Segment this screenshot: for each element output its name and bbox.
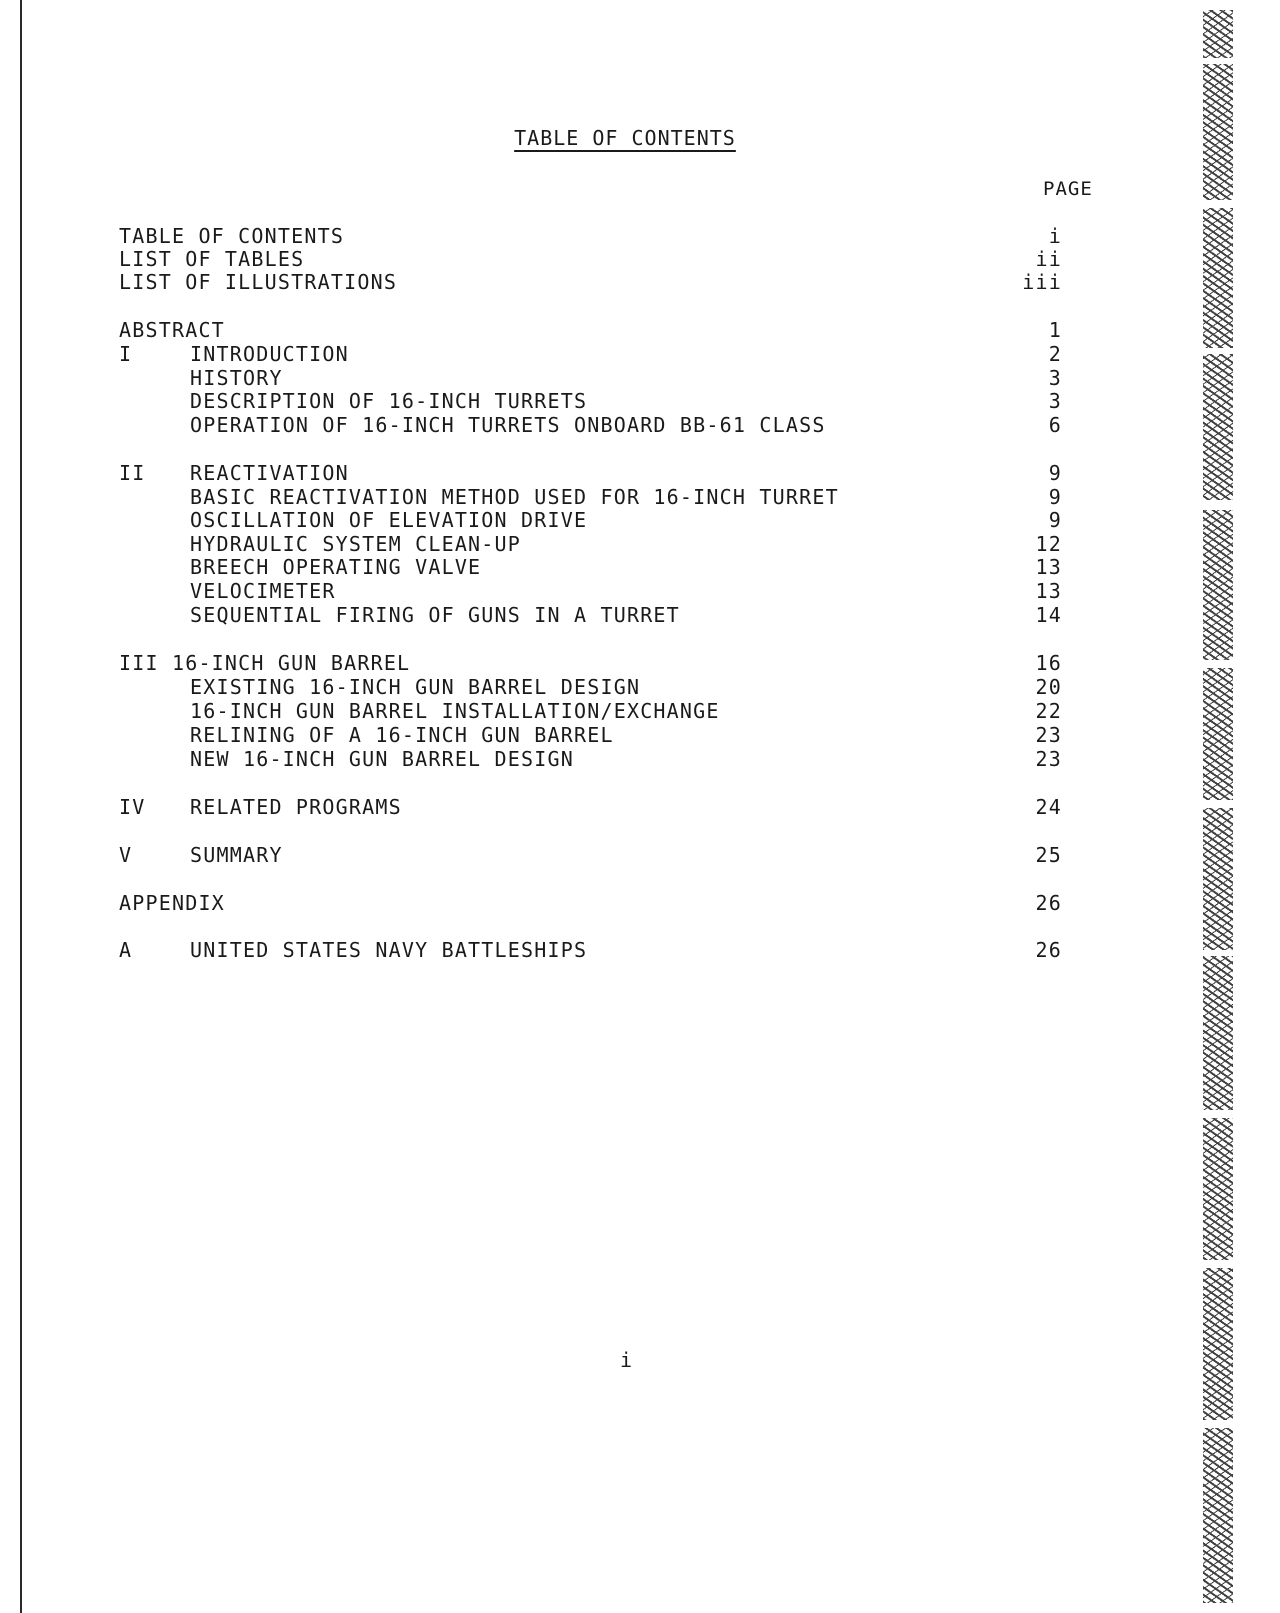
toc-entry bbox=[0, 675, 1200, 699]
toc-entry bbox=[0, 270, 1200, 294]
toc-entry-page: 22 bbox=[1035, 699, 1062, 723]
toc-entry-number: A bbox=[119, 938, 133, 962]
toc-entry bbox=[0, 938, 1200, 962]
toc-entry-title: RELINING OF A 16-INCH GUN BARREL bbox=[190, 723, 614, 747]
toc-entry bbox=[0, 579, 1200, 603]
toc-entry-title: DESCRIPTION OF 16-INCH TURRETS bbox=[190, 389, 588, 413]
toc-entry-page: 9 bbox=[1048, 508, 1062, 532]
binding-edge-gap bbox=[1203, 660, 1233, 668]
binding-edge-gap bbox=[1203, 200, 1233, 208]
binding-edge-gap bbox=[1203, 950, 1233, 956]
toc-entry-page: 1 bbox=[1048, 318, 1062, 342]
toc-entry-title: VELOCIMETER bbox=[190, 579, 336, 603]
toc-entry-title: SEQUENTIAL FIRING OF GUNS IN A TURRET bbox=[190, 603, 680, 627]
toc-entry-page: 23 bbox=[1035, 723, 1062, 747]
toc-entry bbox=[0, 891, 1200, 915]
toc-entry bbox=[0, 389, 1200, 413]
toc-entry bbox=[0, 318, 1200, 342]
toc-entry-title: SUMMARY bbox=[190, 843, 283, 867]
toc-entry-title: TABLE OF CONTENTS bbox=[119, 224, 345, 248]
toc-entry bbox=[0, 342, 1200, 366]
toc-entry-page: ii bbox=[1035, 247, 1062, 271]
toc-entry bbox=[0, 747, 1200, 771]
toc-entry-page: 9 bbox=[1048, 485, 1062, 509]
toc-entry-number: II bbox=[119, 461, 146, 485]
toc-entry bbox=[0, 485, 1200, 509]
toc-entry-title: INTRODUCTION bbox=[190, 342, 349, 366]
toc-entry-number: IV bbox=[119, 795, 146, 819]
toc-entry-title: HISTORY bbox=[190, 366, 283, 390]
toc-entry-page: 16 bbox=[1035, 651, 1062, 675]
toc-entry-title: NEW 16-INCH GUN BARREL DESIGN bbox=[190, 747, 574, 771]
toc-entry-title: LIST OF ILLUSTRATIONS bbox=[119, 270, 398, 294]
binding-edge-gap bbox=[1203, 1420, 1233, 1428]
toc-entry-title: OSCILLATION OF ELEVATION DRIVE bbox=[190, 508, 588, 532]
binding-edge-gap bbox=[1203, 1260, 1233, 1268]
toc-entry-page: 14 bbox=[1035, 603, 1062, 627]
toc-entry bbox=[0, 723, 1200, 747]
toc-entry-title: BASIC REACTIVATION METHOD USED FOR 16-INCH TURRET bbox=[190, 485, 839, 509]
binding-edge-gap bbox=[1203, 800, 1233, 808]
page-number: i bbox=[620, 1348, 633, 1372]
page-column-header: PAGE bbox=[1043, 178, 1093, 200]
toc-entry-title: APPENDIX bbox=[119, 891, 225, 915]
toc-entry-page: 6 bbox=[1048, 413, 1062, 437]
toc-entry bbox=[0, 461, 1200, 485]
toc-entry-page: 25 bbox=[1035, 843, 1062, 867]
toc-entry-page: 12 bbox=[1035, 532, 1062, 556]
toc-entry-title: REACTIVATION bbox=[190, 461, 349, 485]
toc-entry-title: 16-INCH GUN BARREL INSTALLATION/EXCHANGE bbox=[190, 699, 720, 723]
toc-entry-page: 2 bbox=[1048, 342, 1062, 366]
toc-entry-page: 26 bbox=[1035, 891, 1062, 915]
toc-entry-title: ABSTRACT bbox=[119, 318, 225, 342]
toc-entry bbox=[0, 699, 1200, 723]
toc-entry bbox=[0, 795, 1200, 819]
binding-edge-gap bbox=[1203, 1110, 1233, 1118]
toc-entry-page: i bbox=[1048, 224, 1062, 248]
toc-entry-title: RELATED PROGRAMS bbox=[190, 795, 402, 819]
toc-entry-page: 24 bbox=[1035, 795, 1062, 819]
toc-entry-page: 3 bbox=[1048, 366, 1062, 390]
binding-edge-gap bbox=[1203, 500, 1233, 510]
toc-entry bbox=[0, 843, 1200, 867]
toc-entry-title: HYDRAULIC SYSTEM CLEAN-UP bbox=[190, 532, 522, 556]
toc-entry-page: 3 bbox=[1048, 389, 1062, 413]
toc-entry-title: EXISTING 16-INCH GUN BARREL DESIGN bbox=[190, 675, 641, 699]
toc-entry-page: iii bbox=[1022, 270, 1062, 294]
binding-edge-gap bbox=[1203, 58, 1233, 64]
toc-entry-page: 23 bbox=[1035, 747, 1062, 771]
toc-entry-title: UNITED STATES NAVY BATTLESHIPS bbox=[190, 938, 588, 962]
toc-entry-title: BREECH OPERATING VALVE bbox=[190, 555, 482, 579]
toc-entry-title: OPERATION OF 16-INCH TURRETS ONBOARD BB-61 CLASS bbox=[190, 413, 826, 437]
toc-entry bbox=[0, 413, 1200, 437]
toc-entry bbox=[0, 555, 1200, 579]
page-title: TABLE OF CONTENTS bbox=[514, 126, 736, 150]
toc-entry-page: 13 bbox=[1035, 555, 1062, 579]
toc-entry-page: 26 bbox=[1035, 938, 1062, 962]
toc-entry-title: III 16-INCH GUN BARREL bbox=[119, 651, 411, 675]
toc-entry bbox=[0, 508, 1200, 532]
toc-entry bbox=[0, 224, 1200, 248]
toc-entry-number: V bbox=[119, 843, 133, 867]
toc-entry bbox=[0, 651, 1200, 675]
toc-entry bbox=[0, 247, 1200, 271]
toc-entry-page: 9 bbox=[1048, 461, 1062, 485]
toc-entry bbox=[0, 532, 1200, 556]
toc-entry-title: LIST OF TABLES bbox=[119, 247, 305, 271]
binding-edge-gap bbox=[1203, 348, 1233, 354]
toc-entry bbox=[0, 603, 1200, 627]
toc-entry-page: 13 bbox=[1035, 579, 1062, 603]
toc-entry-page: 20 bbox=[1035, 675, 1062, 699]
toc-entry-number: I bbox=[119, 342, 133, 366]
toc-entry bbox=[0, 366, 1200, 390]
